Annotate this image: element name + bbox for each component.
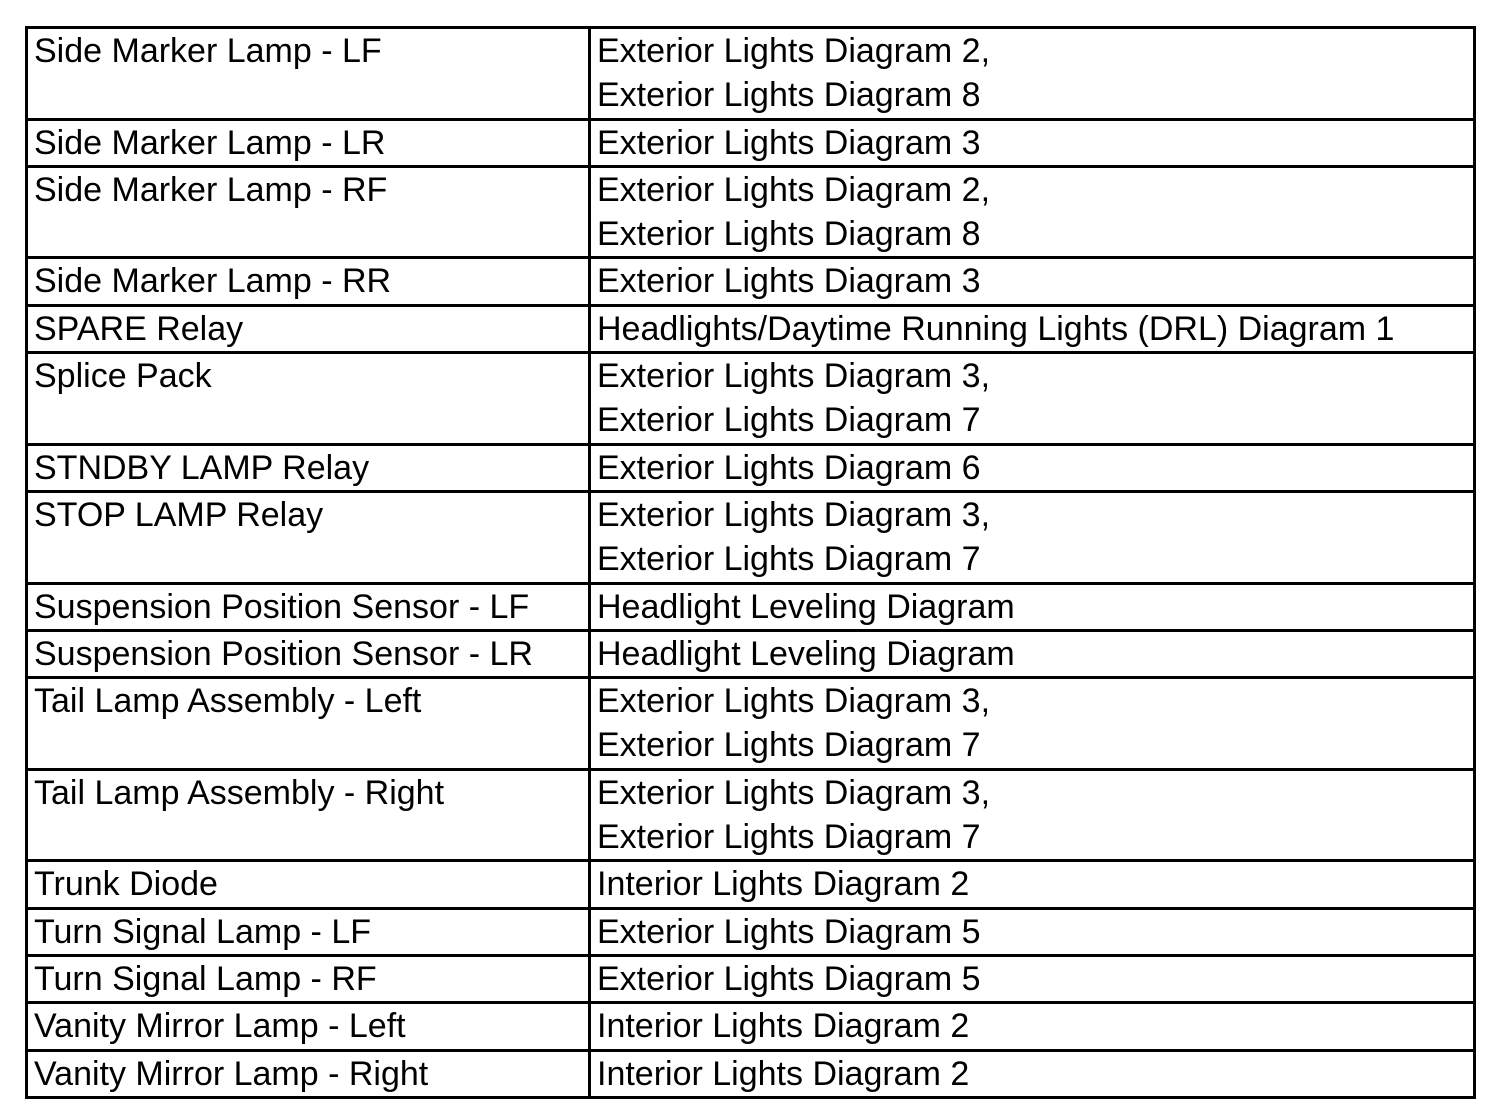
diagram-reference-link: Exterior Lights Diagram 2, — [597, 32, 991, 70]
component-name-cell: Turn Signal Lamp - LF — [27, 908, 590, 955]
diagram-reference-cell — [590, 305, 1475, 352]
diagram-reference-cell — [590, 1003, 1475, 1050]
component-name-cell: STNDBY LAMP Relay — [27, 444, 590, 491]
table-row — [27, 583, 1475, 630]
diagram-reference-link: Exterior Lights Diagram 3, — [597, 773, 991, 812]
table-row — [27, 1050, 1475, 1097]
table-row — [27, 955, 1475, 1002]
diagram-reference-cell — [590, 908, 1475, 955]
component-name-cell: Suspension Position Sensor - LR — [27, 630, 590, 677]
diagram-reference-cell — [590, 258, 1475, 305]
diagram-reference-link: Headlight Leveling Diagram — [597, 587, 1015, 626]
diagram-reference-link: Interior Lights Diagram 2 — [597, 1007, 970, 1046]
component-name-cell: Suspension Position Sensor - LF — [27, 583, 590, 630]
component-name-cell: Vanity Mirror Lamp - Right — [27, 1050, 590, 1097]
diagram-reference-link: Exterior Lights Diagram 7 — [597, 401, 981, 440]
diagram-reference-link: Exterior Lights Diagram 3, — [597, 682, 991, 721]
diagram-reference-cell — [590, 678, 1475, 770]
component-name-cell: SPARE Relay — [27, 305, 590, 352]
diagram-reference-cell — [590, 769, 1475, 861]
diagram-reference-cell — [590, 861, 1475, 908]
table-row — [27, 305, 1475, 352]
diagram-reference-link: Interior Lights Diagram 2 — [597, 1054, 970, 1093]
diagram-reference-link: Exterior Lights Diagram 5 — [597, 912, 981, 951]
component-name-cell: Side Marker Lamp - RF — [27, 166, 590, 258]
diagram-reference-cell — [590, 630, 1475, 677]
table-row — [27, 630, 1475, 677]
component-name-cell: Tail Lamp Assembly - Left — [27, 678, 590, 770]
diagram-reference-link: Headlights/Daytime Running Lights (DRL) Diagram 1 — [597, 309, 1395, 348]
diagram-reference-cell — [590, 166, 1475, 258]
diagram-reference-link: Exterior Lights Diagram 3 — [597, 262, 981, 301]
table-row — [27, 769, 1475, 861]
table-row — [27, 353, 1475, 445]
diagram-reference-link: Exterior Lights Diagram 3, — [597, 495, 991, 534]
diagram-reference-link: Exterior Lights Diagram 7 — [597, 818, 981, 857]
component-name-cell: Side Marker Lamp - RR — [27, 258, 590, 305]
diagram-reference-link: Exterior Lights Diagram 5 — [597, 959, 981, 998]
table-row — [27, 119, 1475, 166]
component-index-table — [25, 26, 1476, 1099]
table-body — [27, 28, 1475, 1098]
component-name-cell: STOP LAMP Relay — [27, 491, 590, 583]
diagram-reference-link: Exterior Lights Diagram 3, — [597, 357, 991, 396]
table-row — [27, 491, 1475, 583]
diagram-reference-link: Exterior Lights Diagram 7 — [597, 540, 981, 579]
component-name-cell: Splice Pack — [27, 353, 590, 445]
diagram-reference-link: Interior Lights Diagram 2 — [597, 865, 970, 904]
diagram-reference-cell — [590, 1050, 1475, 1097]
diagram-reference-link: Exterior Lights Diagram 2, — [597, 170, 991, 209]
component-index-table-container — [25, 26, 1476, 1099]
diagram-reference-cell — [590, 119, 1475, 166]
component-name-cell: Tail Lamp Assembly - Right — [27, 769, 590, 861]
diagram-reference-cell — [590, 583, 1475, 630]
table-row — [27, 678, 1475, 770]
diagram-reference-link: Exterior Lights Diagram 6 — [597, 448, 981, 487]
diagram-reference-cell — [590, 28, 1475, 120]
component-name-cell: Turn Signal Lamp - RF — [27, 955, 590, 1002]
component-name-cell: Side Marker Lamp - LR — [27, 119, 590, 166]
component-name-cell: Trunk Diode — [27, 861, 590, 908]
table-row — [27, 28, 1475, 120]
diagram-reference-cell — [590, 955, 1475, 1002]
diagram-reference-link: Exterior Lights Diagram 8 — [597, 76, 981, 115]
diagram-reference-link: Exterior Lights Diagram 8 — [597, 215, 981, 254]
table-row — [27, 908, 1475, 955]
component-name-cell: Side Marker Lamp - LF — [27, 28, 590, 120]
table-row — [27, 166, 1475, 258]
diagram-reference-link: Headlight Leveling Diagram — [597, 634, 1015, 673]
table-row — [27, 258, 1475, 305]
diagram-reference-cell — [590, 491, 1475, 583]
diagram-reference-cell — [590, 444, 1475, 491]
component-name-cell: Vanity Mirror Lamp - Left — [27, 1003, 590, 1050]
table-row — [27, 861, 1475, 908]
table-row — [27, 1003, 1475, 1050]
diagram-reference-cell — [590, 353, 1475, 445]
diagram-reference-link: Exterior Lights Diagram 7 — [597, 726, 981, 765]
table-row — [27, 444, 1475, 491]
diagram-reference-link: Exterior Lights Diagram 3 — [597, 123, 981, 162]
